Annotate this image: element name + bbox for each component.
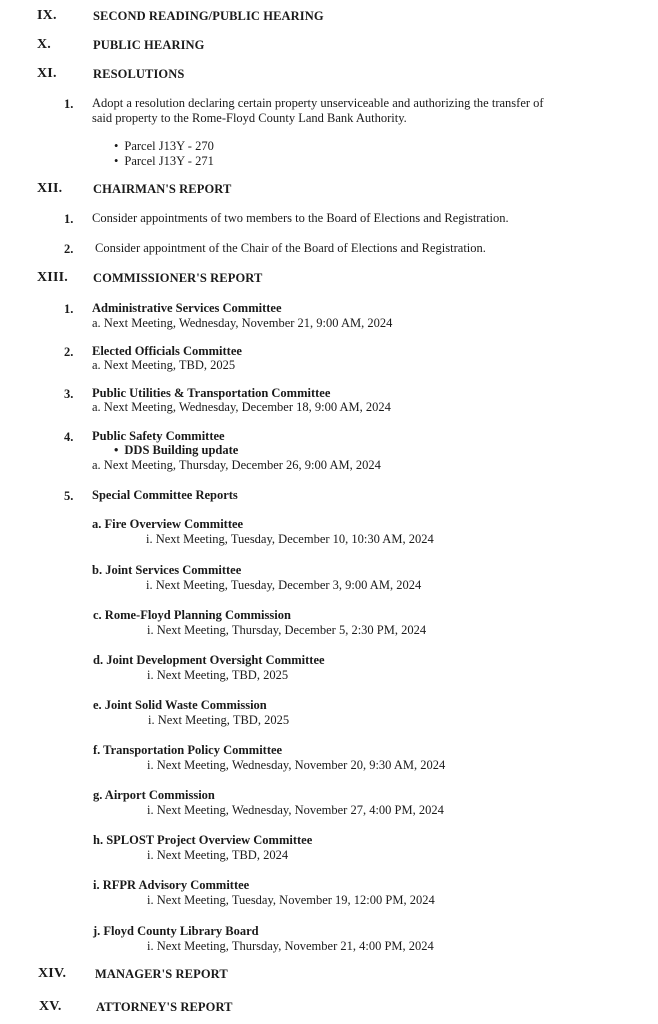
resolution-text-line1: Adopt a resolution declaring certain property unserviceable and authorizing the transfer of (92, 96, 544, 110)
item-number: 2. (64, 345, 74, 359)
next-meeting: a. Next Meeting, Wednesday, December 18, 9:00 AM, 2024 (92, 400, 391, 414)
next-meeting: i. Next Meeting, TBD, 2024 (147, 848, 289, 862)
section-title-managers-report: MANAGER'S REPORT (95, 967, 228, 981)
item-number: 3. (64, 387, 74, 401)
committee-name: Elected Officials Committee (92, 344, 242, 358)
section-title-commissioners-report: COMMISSIONER'S REPORT (93, 271, 263, 285)
committee-name: Special Committee Reports (92, 488, 238, 502)
parcel-bullet: • Parcel J13Y - 270 (114, 139, 214, 154)
section-numeral-xiii: XIII. (37, 270, 68, 285)
parcel-bullet: • Parcel J13Y - 271 (114, 154, 214, 169)
item-number: 4. (64, 430, 74, 444)
next-meeting: i. Next Meeting, Thursday, November 21, 4:00 PM, 2024 (147, 939, 434, 953)
section-title-attorneys-report: ATTORNEY'S REPORT (96, 1000, 233, 1014)
item-number: 1. (64, 302, 74, 316)
section-title-resolutions: RESOLUTIONS (93, 67, 185, 81)
next-meeting: i. Next Meeting, Wednesday, November 27, 4:00 PM, 2024 (147, 803, 444, 817)
section-numeral-xii: XII. (37, 181, 63, 196)
resolution-text-line2: said property to the Rome-Floyd County Land Bank Authority. (92, 111, 407, 125)
next-meeting: i. Next Meeting, TBD, 2025 (148, 713, 290, 727)
committee-name: Public Safety Committee (92, 429, 225, 443)
item-number: 2. (64, 242, 74, 256)
section-numeral-xv: XV. (39, 999, 62, 1014)
next-meeting: a. Next Meeting, TBD, 2025 (92, 358, 236, 372)
section-title-chairmans-report: CHAIRMAN'S REPORT (93, 182, 232, 196)
next-meeting: i. Next Meeting, Tuesday, December 10, 10:30 AM, 2024 (146, 532, 434, 546)
next-meeting: i. Next Meeting, TBD, 2025 (147, 668, 289, 682)
next-meeting: i. Next Meeting, Wednesday, November 20, 9:30 AM, 2024 (147, 758, 446, 772)
section-title-second-reading: SECOND READING/PUBLIC HEARING (93, 9, 324, 23)
subcommittee-name: c. Rome-Floyd Planning Commission (93, 608, 291, 622)
committee-name: Administrative Services Committee (92, 301, 282, 315)
subcommittee-name: f. Transportation Policy Committee (93, 743, 283, 757)
section-numeral-ix: IX. (37, 8, 57, 23)
subcommittee-name: g. Airport Commission (93, 788, 215, 802)
section-numeral-xiv: XIV. (38, 966, 67, 981)
section-numeral-xi: XI. (37, 66, 57, 81)
section-title-public-hearing: PUBLIC HEARING (93, 38, 205, 52)
dds-building-bullet: • DDS Building update (114, 443, 238, 458)
item-number: 1. (64, 97, 74, 111)
next-meeting: i. Next Meeting, Tuesday, November 19, 12:00 PM, 2024 (147, 893, 435, 907)
chairman-item-text: Consider appointments of two members to the Board of Elections and Registration. (92, 211, 509, 225)
subcommittee-name: h. SPLOST Project Overview Committee (93, 833, 313, 847)
chairman-item-text: Consider appointment of the Chair of the Board of Elections and Registration. (95, 241, 486, 255)
subcommittee-name: a. Fire Overview Committee (92, 517, 244, 531)
item-number: 1. (64, 212, 74, 226)
subcommittee-name: i. RFPR Advisory Committee (93, 878, 250, 892)
subcommittee-name: j. Floyd County Library Board (93, 924, 259, 938)
subcommittee-name: b. Joint Services Committee (92, 563, 242, 577)
subcommittee-name: d. Joint Development Oversight Committee (93, 653, 325, 667)
next-meeting: a. Next Meeting, Thursday, December 26, 9:00 AM, 2024 (92, 458, 381, 472)
section-numeral-x: X. (37, 37, 52, 52)
next-meeting: i. Next Meeting, Thursday, December 5, 2:30 PM, 2024 (147, 623, 427, 637)
next-meeting: i. Next Meeting, Tuesday, December 3, 9:00 AM, 2024 (146, 578, 422, 592)
committee-name: Public Utilities & Transportation Committee (92, 386, 331, 400)
next-meeting: a. Next Meeting, Wednesday, November 21, 9:00 AM, 2024 (92, 316, 393, 330)
item-number: 5. (64, 489, 74, 503)
subcommittee-name: e. Joint Solid Waste Commission (93, 698, 267, 712)
